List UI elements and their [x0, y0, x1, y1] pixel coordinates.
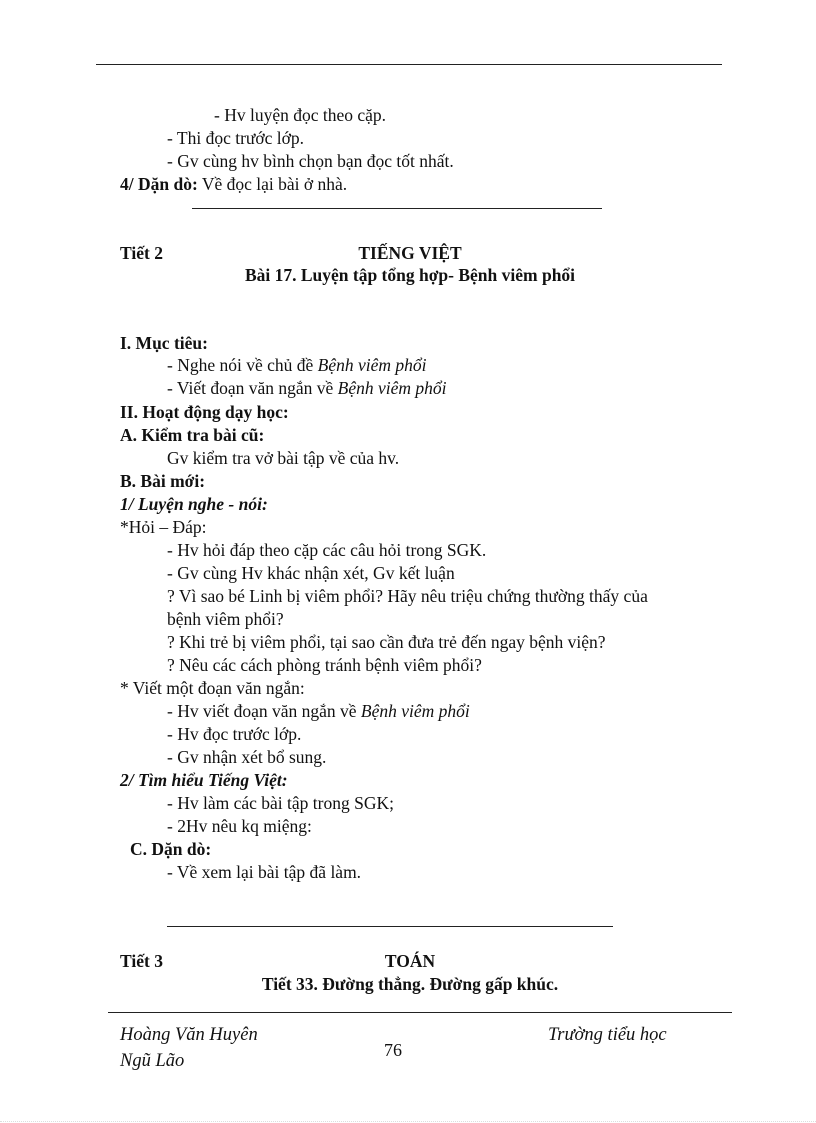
prev-dando — [120, 173, 347, 196]
activities-heading: II. Hoạt động dạy học: — [120, 402, 289, 422]
section-a-text: Gv kiểm tra vở bài tập về của hv. — [167, 448, 400, 468]
objective-2-topic: Bệnh viêm phổi — [337, 378, 447, 398]
write-label: * Viết một đoạn văn ngắn: — [120, 678, 305, 698]
section-c-text: - Về xem lại bài tập đã làm. — [167, 862, 362, 882]
prev-dando-text: Về đọc lại bài ở nhà. — [197, 174, 348, 194]
subsection-2-heading: 2/ Tìm hiểu Tiếng Việt: — [120, 770, 288, 790]
question-1-line-b: bệnh viêm phổi? — [167, 609, 284, 629]
qa-label: *Hỏi – Đáp: — [120, 517, 207, 537]
page-edge — [0, 1121, 816, 1122]
prev-dando-label: 4/ Dặn dò: — [120, 174, 198, 194]
section-b-heading: B. Bài mới: — [120, 471, 206, 491]
write-item-2: - Hv đọc trước lớp. — [167, 724, 302, 744]
section-divider-1 — [192, 208, 602, 209]
write-item-1-prefix: - Hv viết đoạn văn ngắn về — [167, 701, 361, 721]
lesson2-subject: TIẾNG VIỆT — [358, 243, 462, 263]
prev-line-2: - Thi đọc trước lớp. — [167, 128, 305, 148]
subsection-2-item-2: - 2Hv nêu kq miệng: — [167, 816, 312, 836]
header-rule — [96, 64, 722, 65]
prev-line-1: - Hv luyện đọc theo cặp. — [214, 105, 387, 125]
subsection-1-heading: 1/ Luyện nghe - nói: — [120, 494, 268, 514]
objective-1 — [167, 354, 427, 377]
page-number: 76 — [384, 1040, 402, 1060]
section-c-heading: C. Dặn dò: — [130, 839, 212, 859]
subsection-2-item-1: - Hv làm các bài tập trong SGK; — [167, 793, 394, 813]
write-item-1 — [167, 700, 470, 723]
question-1-line-a: ? Vì sao bé Linh bị viêm phổi? Hãy nêu triệu chứng thường thấy của — [167, 586, 648, 606]
objective-1-prefix: - Nghe nói về chủ đề — [167, 355, 318, 375]
footer-rule — [108, 1012, 732, 1013]
objectives-heading: I. Mục tiêu: — [120, 333, 208, 353]
question-2: ? Khi trẻ bị viêm phổi, tại sao cần đưa trẻ đến ngay bệnh viện? — [167, 632, 606, 652]
qa-item-1: - Hv hỏi đáp theo cặp các câu hỏi trong SGK. — [167, 540, 487, 560]
lesson2-title: Bài 17. Luyện tập tổng hợp- Bệnh viêm phổi — [244, 265, 576, 285]
footer-author-line-2: Ngũ Lão — [120, 1051, 185, 1071]
lesson3-subject: TOÁN — [384, 951, 436, 971]
objective-1-topic: Bệnh viêm phổi — [317, 355, 427, 375]
lesson2-tiet: Tiết 2 — [120, 243, 163, 263]
write-item-3: - Gv nhận xét bổ sung. — [167, 747, 327, 767]
write-item-1-topic: Bệnh viêm phổi — [360, 701, 470, 721]
section-a-heading: A. Kiểm tra bài cũ: — [120, 425, 265, 445]
footer-author-line-1: Hoàng Văn Huyên — [120, 1025, 258, 1045]
footer-school: Trường tiểu học — [548, 1025, 667, 1045]
question-3: ? Nêu các cách phòng tránh bệnh viêm phổi? — [167, 655, 482, 675]
qa-item-2: - Gv cùng Hv khác nhận xét, Gv kết luận — [167, 563, 455, 583]
objective-2-prefix: - Viết đoạn văn ngắn về — [167, 378, 338, 398]
section-divider-2 — [167, 926, 613, 927]
prev-line-3: - Gv cùng hv bình chọn bạn đọc tốt nhất. — [167, 151, 454, 171]
lesson3-title: Tiết 33. Đường thẳng. Đường gấp khúc. — [261, 974, 559, 994]
objective-2 — [167, 377, 447, 400]
lesson3-tiet: Tiết 3 — [120, 951, 163, 971]
